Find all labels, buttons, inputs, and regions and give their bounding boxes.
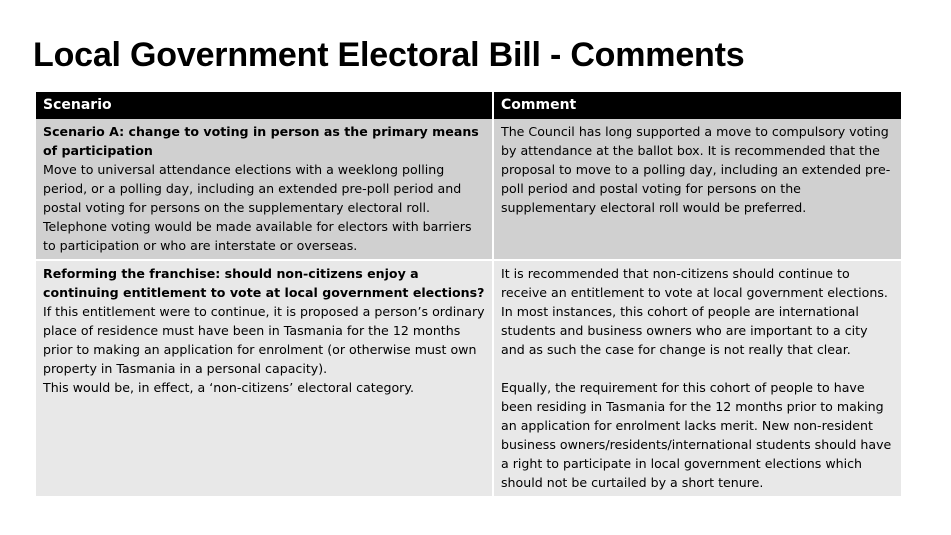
comment-paragraph: It is recommended that non-citizens should continue to receive an entitlement to vote at local government elections. In most instances, this cohort of people are international students and business owners who are important to a city and as such the case for change is not really that clear. <box>501 266 888 357</box>
scenario-cell <box>36 119 493 260</box>
comment-cell <box>493 119 901 260</box>
comment-paragraph: Equally, the requirement for this cohort of people to have been residing in Tasmania for the 12 months prior to making an application for enrolment lacks merit. New non-resident business owners/residents/international students should have a right to participate in local government elections which should not be curtailed by a short tenure. <box>501 380 892 490</box>
comment-paragraph: The Council has long supported a move to compulsory voting by attendance at the ballot box. It is recommended that the proposal to move to a polling day, including an extended pre-poll period and postal voting for persons on the supplementary electoral roll would be preferred. <box>501 124 891 215</box>
column-header-comment: Comment <box>493 92 901 119</box>
scenario-heading: Scenario A: change to voting in person as the primary means of participation <box>43 124 479 158</box>
scenario-cell <box>36 260 493 496</box>
table-row <box>36 119 901 260</box>
scenario-paragraph: If this entitlement were to continue, it is proposed a person’s ordinary place of residence must have been in Tasmania for the 12 months prior to making an application for enrolment (or otherwise must own property in Tasmania in a personal capacity). <box>43 304 485 376</box>
scenario-paragraph: Move to universal attendance elections with a weeklong polling period, or a polling day, including an extended pre-poll period and postal voting for persons on the supplementary electoral roll. <box>43 162 462 215</box>
scenario-paragraph: This would be, in effect, a ‘non-citizens’ electoral category. <box>43 380 415 395</box>
scenario-heading: Reforming the franchise: should non-citizens enjoy a continuing entitlement to vote at local government elections? <box>43 266 485 300</box>
column-header-scenario: Scenario <box>36 92 493 119</box>
scenario-paragraph: Telephone voting would be made available for electors with barriers to participation or who are interstate or overseas. <box>43 219 472 253</box>
paragraph-spacer <box>501 359 894 378</box>
comment-cell <box>493 260 901 496</box>
table-header-row <box>36 92 901 119</box>
comments-table <box>36 92 901 496</box>
page-title: Local Government Electoral Bill - Comments <box>33 36 745 74</box>
table-row <box>36 260 901 496</box>
